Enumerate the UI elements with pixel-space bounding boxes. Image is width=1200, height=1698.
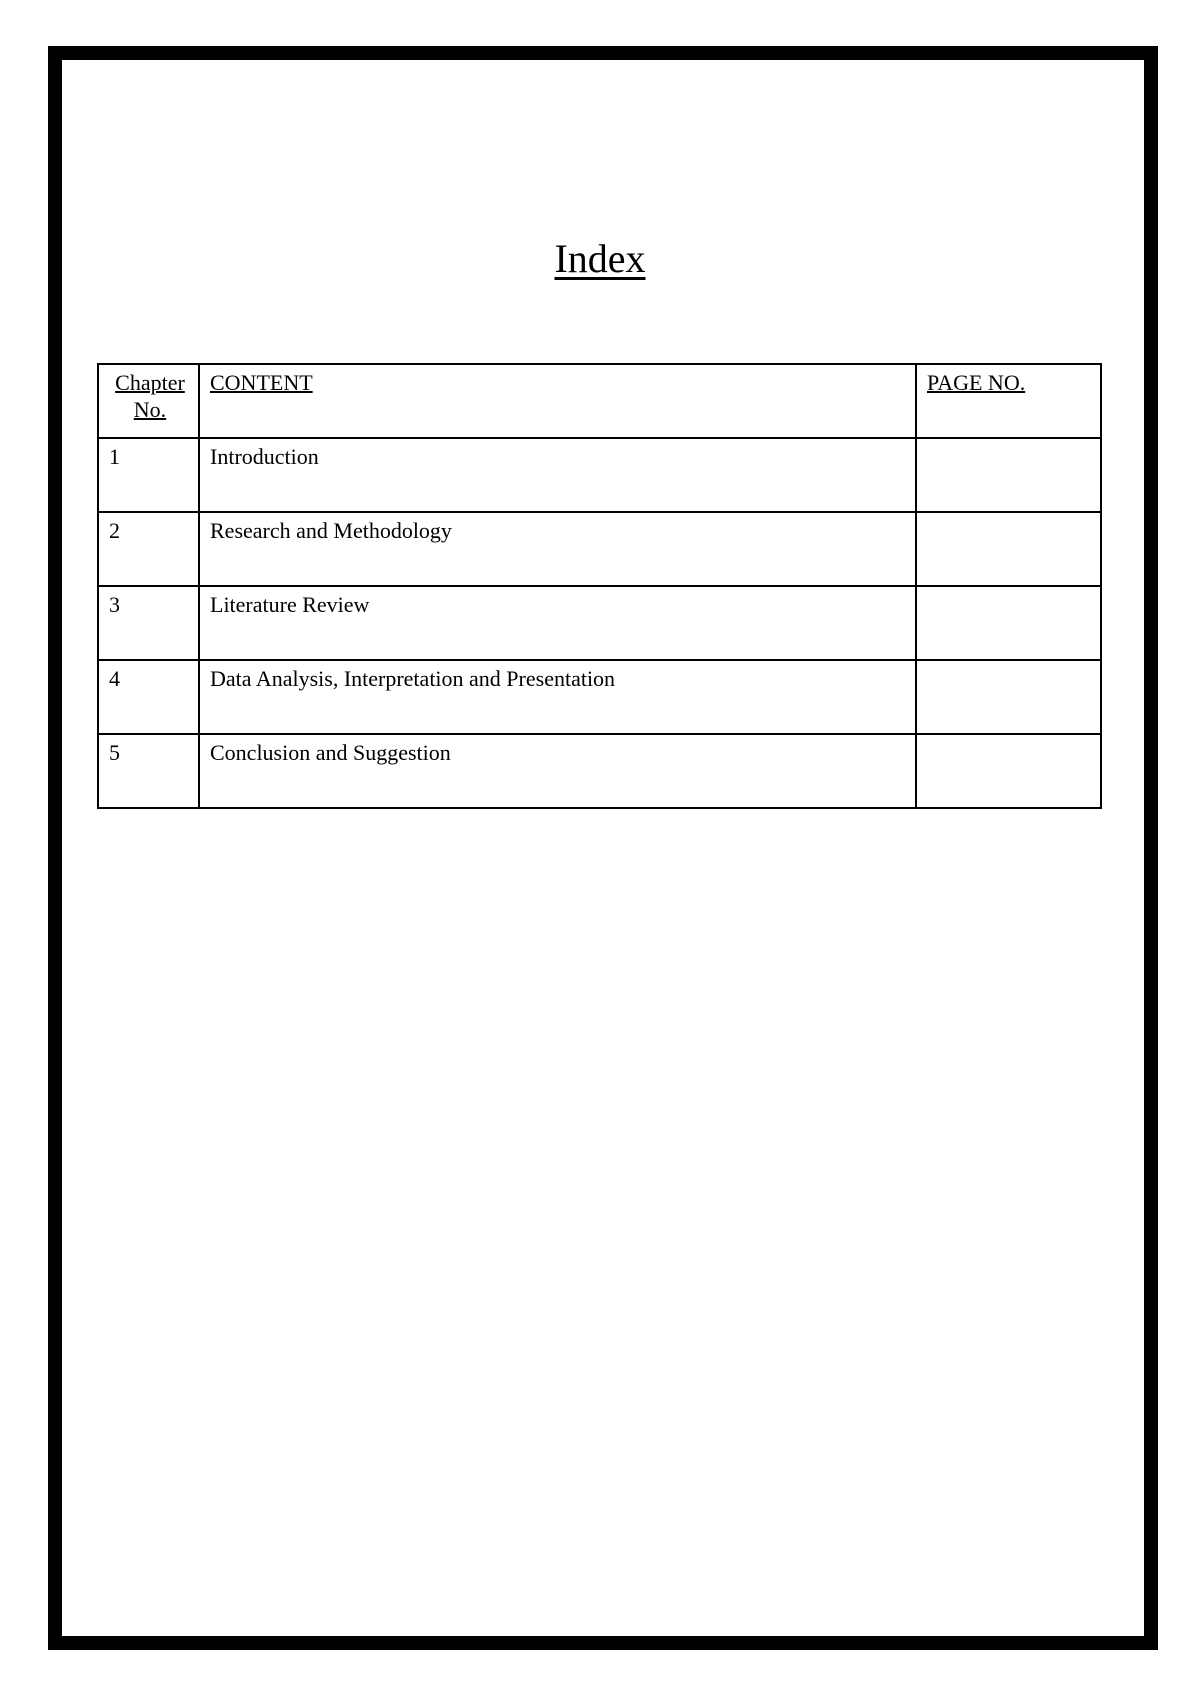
chapter-content: Introduction [199, 438, 916, 512]
header-page-no: PAGE NO. [927, 370, 1026, 395]
chapter-page [916, 438, 1101, 512]
index-table [97, 363, 1102, 809]
chapter-content: Conclusion and Suggestion [199, 734, 916, 808]
header-chapter-line1: Chapter [115, 370, 185, 395]
chapter-number: 2 [98, 512, 199, 586]
chapter-page [916, 660, 1101, 734]
chapter-number: 3 [98, 586, 199, 660]
chapter-page [916, 586, 1101, 660]
chapter-content: Literature Review [199, 586, 916, 660]
chapter-number: 5 [98, 734, 199, 808]
chapter-number: 4 [98, 660, 199, 734]
header-chapter-line2: No. [133, 397, 167, 422]
table-row [98, 734, 1101, 808]
chapter-content: Research and Methodology [199, 512, 916, 586]
chapter-page [916, 734, 1101, 808]
chapter-number: 1 [98, 438, 199, 512]
header-chapter-cell [98, 364, 199, 438]
chapter-content: Data Analysis, Interpretation and Presentation [199, 660, 916, 734]
page-border [48, 46, 1158, 1650]
table-row [98, 586, 1101, 660]
header-content: CONTENT [210, 370, 313, 395]
table-row [98, 660, 1101, 734]
table-row [98, 512, 1101, 586]
table-row [98, 438, 1101, 512]
page-title: Index [554, 236, 646, 281]
table-header-row [98, 364, 1101, 438]
header-page-cell [916, 364, 1101, 438]
header-content-cell [199, 364, 916, 438]
chapter-page [916, 512, 1101, 586]
